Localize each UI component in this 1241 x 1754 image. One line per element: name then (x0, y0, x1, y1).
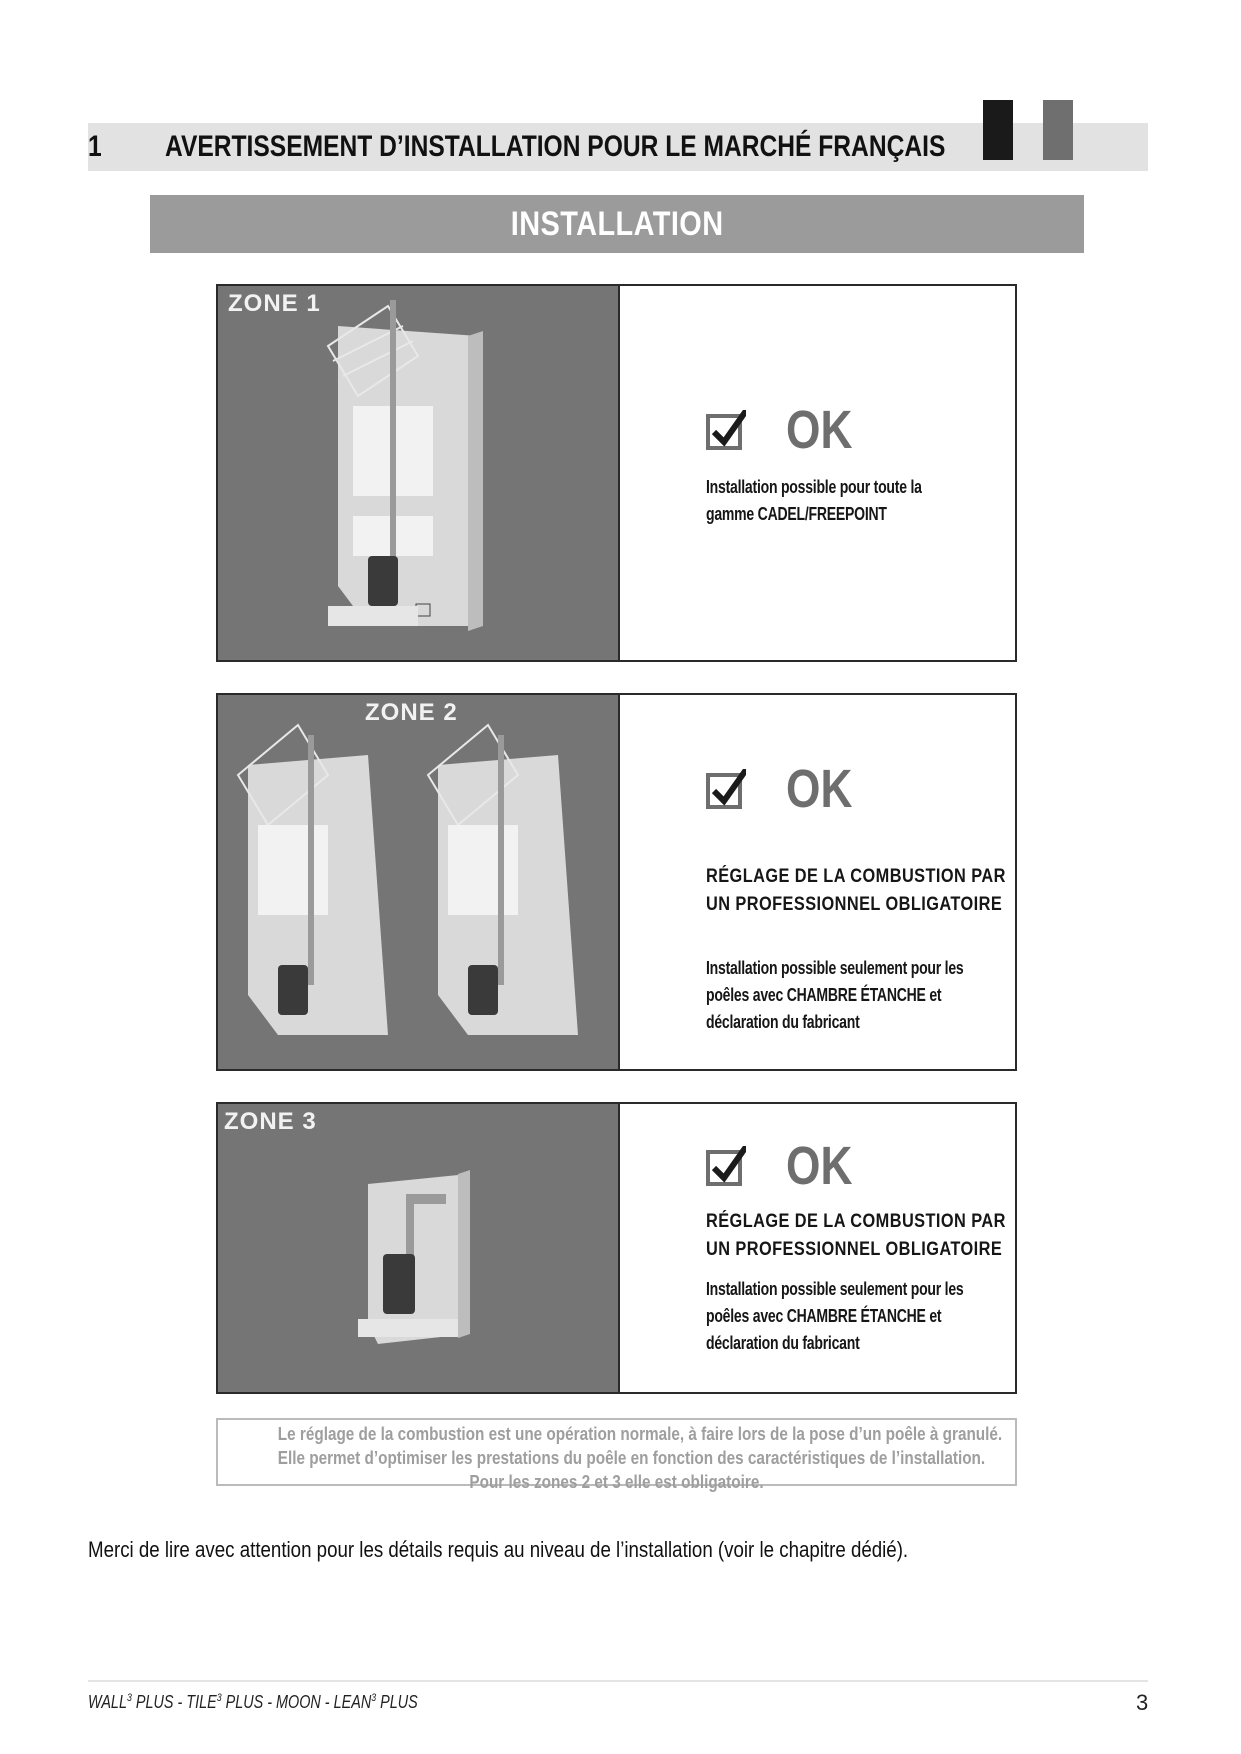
zone-1-line-1: Installation possible pour toute la (706, 477, 922, 497)
zone-2-text (706, 755, 1055, 1036)
zone-3-ok-row (706, 1132, 1055, 1196)
section-title: AVERTISSEMENT D’INSTALLATION POUR LE MARCHÉ FRANÇAIS (165, 130, 946, 163)
zone-1-line-2: gamme CADEL/FREEPOINT (706, 504, 887, 524)
footer-sup-3: 3 (371, 1692, 377, 1704)
zone-2-ok-row (706, 755, 1055, 819)
combustion-note (216, 1418, 1017, 1492)
zone-3-line-1: Installation possible seulement pour les (706, 1279, 964, 1299)
header-gray-block (1043, 100, 1073, 160)
zone-3-line-3: déclaration du fabricant (706, 1333, 860, 1353)
zone-3-text (706, 1132, 1055, 1357)
checkbox-checked-icon (706, 769, 746, 809)
zone-1-label: ZONE 1 (228, 290, 321, 317)
zone-2-illustration (218, 695, 620, 1069)
installation-banner (150, 195, 1084, 253)
footer-sup-2: 3 (216, 1692, 222, 1704)
note-line-3: Pour les zones 2 et 3 elle est obligatoire. (469, 1472, 764, 1492)
zone-2-label: ZONE 2 (365, 699, 458, 726)
section-number: 1 (88, 130, 102, 163)
zone-2-line-2-pre: poêles avec (706, 985, 787, 1005)
zone-3-illustration (218, 1104, 620, 1392)
intro-text: Merci de lire avec attention pour les détails requis au niveau de l’installation (voir le chapitre dédié). (88, 1537, 909, 1562)
footer-divider (88, 1680, 1148, 1682)
zone-3-heading-2: UN PROFESSIONNEL OBLIGATOIRE (706, 1239, 1003, 1260)
page-number: 3 (1136, 1690, 1149, 1715)
house-cutaway-pair-icon (218, 695, 618, 1069)
footer-model-list (88, 1692, 418, 1713)
footer-tile: PLUS - TILE (131, 1692, 217, 1712)
note-line-2: Elle permet d’optimiser les prestations du poêle en fonction des caractéristiques de l’installation. (277, 1448, 986, 1468)
footer-wall: WALL (88, 1692, 127, 1712)
zone-3-heading-1: RÉGLAGE DE LA COMBUSTION PAR (706, 1211, 1006, 1232)
zone-2-heading-1: RÉGLAGE DE LA COMBUSTION PAR (706, 866, 1006, 887)
zone-3-line-2 (706, 1303, 978, 1330)
room-cutaway-icon (218, 1104, 618, 1392)
checkbox-checked-icon (706, 1146, 746, 1186)
zone-2-line-3: déclaration du fabricant (706, 1012, 860, 1032)
zone-3-chambre-etanche: CHAMBRE ÉTANCHE (786, 1306, 926, 1326)
banner-title: INSTALLATION (510, 205, 724, 243)
zone-1-text (706, 396, 983, 528)
header-dark-block (983, 100, 1013, 160)
zone-3-line-2-post: et (925, 1306, 942, 1326)
zone-2-line-1: Installation possible seulement pour les (706, 958, 964, 978)
note-line-1: Le réglage de la combustion est une opération normale, à faire lors de la pose d’un poêle à granulé. (277, 1424, 1003, 1444)
zone-2-line-2 (706, 982, 978, 1009)
zone-1-ok-row (706, 396, 983, 460)
checkbox-checked-icon (706, 410, 746, 450)
zone-2-heading-2: UN PROFESSIONNEL OBLIGATOIRE (706, 894, 1003, 915)
footer-sup-1: 3 (126, 1692, 132, 1704)
zone-3-line-2-pre: poêles avec (706, 1306, 787, 1326)
zone-3-ok: OK (786, 1136, 853, 1196)
zone-1-ok: OK (786, 400, 853, 460)
zone-2-line-2-post: et (925, 985, 942, 1005)
zone-2-panel (216, 693, 1017, 1071)
footer-plus: PLUS (376, 1692, 418, 1712)
zone-2-chambre-etanche: CHAMBRE ÉTANCHE (786, 985, 926, 1005)
zone-2-ok: OK (786, 759, 853, 819)
zone-1-panel (216, 284, 1017, 662)
house-cutaway-icon (218, 286, 618, 660)
footer-moon-lean: PLUS - MOON - LEAN (221, 1692, 372, 1712)
zone-3-panel (216, 1102, 1017, 1394)
zone-3-label: ZONE 3 (224, 1108, 317, 1135)
zone-1-illustration (218, 286, 620, 660)
